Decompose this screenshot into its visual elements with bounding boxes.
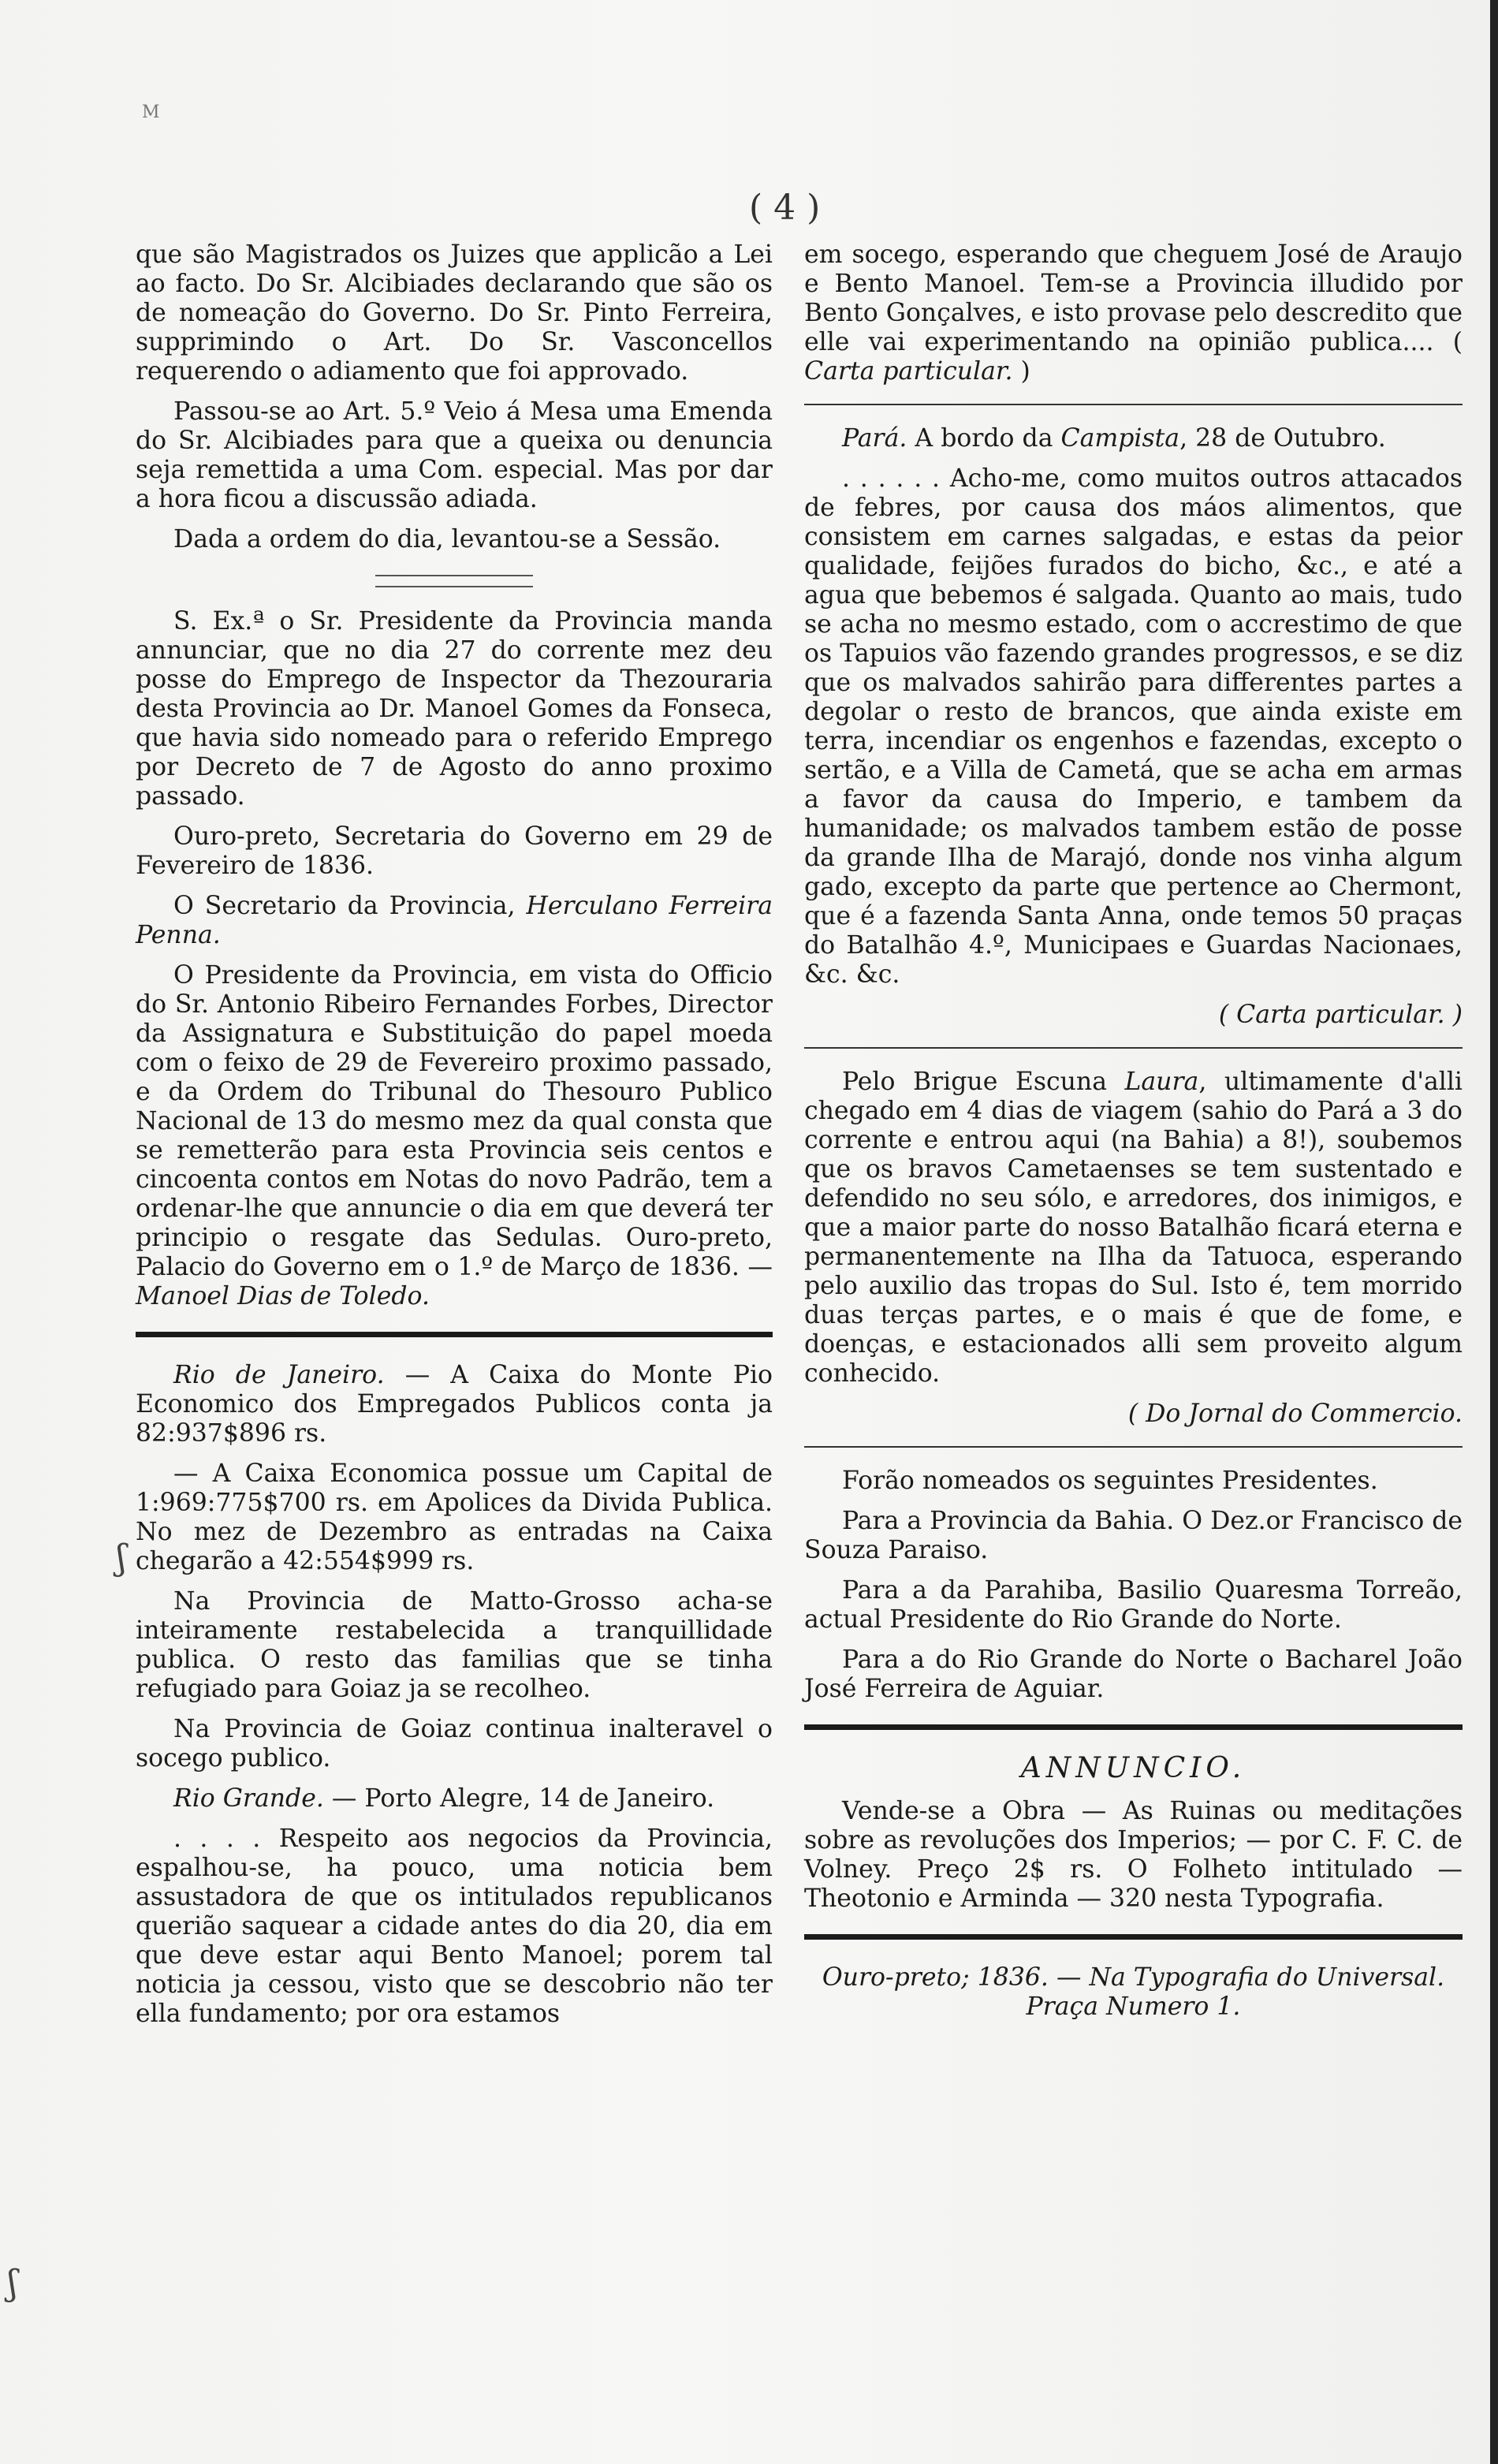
right-p1-source: Carta particular. [804, 357, 1013, 386]
ship-campista: Campista [1060, 424, 1180, 453]
right-paragraph-7: Para a da Parahiba, Basilio Quaresma Torreão, actual Presidente do Rio Grande do Norte. [804, 1576, 1463, 1634]
thin-divider-3 [804, 1446, 1463, 1448]
margin-mark-bottom-left: ʃ [8, 2263, 17, 2303]
place-rio-grande: Rio Grande. [173, 1784, 324, 1813]
right-p1-text: em socego, esperando que cheguem José de Araujo e Bento Manoel. Tem-se a Provincia illudido por Bento Gonçalves, e isto provase pelo descredito que elle vai experimentando na opinião publica.... ( [804, 240, 1463, 356]
president-notice: O Presidente da Provincia, em vista do Officio do Sr. Antonio Ribeiro Fernandes Forbes, Director da Assignatura e Substituição do papel moeda com o feixo de 29 de Fevereiro proximo passado, e da Ordem do Tribunal do Thesouro Publico Nacional de 13 do mesmo mez da qual consta que se remetterão para esta Provincia seis centos e cincoenta contos em Notas do novo Padrão, tem a ordenar-lhe que annuncie o dia em que deverá ter principio o resgate das Sedulas. Ouro-preto, Palacio do Governo em o 1.º de Março de 1836. — [136, 961, 773, 1281]
president-signature: Manoel Dias de Toledo. [136, 1282, 430, 1310]
left-paragraph-9: — A Caixa Economica possue um Capital de 1:969:775$700 rs. em Apolices da Divida Publica. No mez de Dezembro as entradas na Caixa chegarão a 42:554$999 rs. [136, 1459, 773, 1575]
right-paragraph-8: Para a do Rio Grande do Norte o Bacharel João José Ferreira de Aguiar. [804, 1646, 1463, 1703]
ornament-divider [136, 565, 773, 595]
right-p1-close: ) [1012, 357, 1030, 386]
right-p2-date: , 28 de Outubro. [1179, 424, 1386, 453]
imprint-footer: Ouro-preto; 1836. — Na Typografia do Universal. Praça Numero 1. [822, 1963, 1445, 2021]
rio-news-text: — A Caixa do Monte Pio Economico dos Empregados Publicos conta ja 82:937$896 rs. [136, 1361, 773, 1448]
left-paragraph-4: S. Ex.ª o Sr. Presidente da Provincia manda annunciar, que no dia 27 do corrente mez deu posse do Emprego de Inspector da Thezouraria desta Provincia ao Dr. Manoel Gomes da Fonseca, que havia sido nomeado para o referido Emprego por Decreto de 7 de Agosto do anno proximo passado. [136, 607, 773, 811]
annuncio-heading: ANNUNCIO. [1020, 1752, 1246, 1784]
left-paragraph-1: que são Magistrados os Juizes que applicão a Lei ao facto. Do Sr. Alcibiades declarando que são os de nomeação do Governo. Do Sr. Pinto Ferreira, supprimindo o Art. Do Sr. Vasconcellos requerendo o adiamento que foi approvado. [136, 240, 773, 386]
section-rule [136, 1332, 773, 1337]
left-paragraph-12 [136, 1784, 773, 1814]
footer-rule [804, 1934, 1463, 1940]
secretary-signature: Herculano Ferreira Penna. [136, 892, 773, 949]
annuncio-text: Vende-se a Obra — As Ruinas ou meditações sobre as revoluções dos Imperios; — por C. F. C. de Volney. Preço 2$ rs. O Folheto intitulado — Theotonio e Arminda — 320 nesta Typografia. [804, 1797, 1463, 1913]
page-number: ( 4 ) [749, 188, 821, 228]
rio-grande-dateline: — Porto Alegre, 14 de Janeiro. [323, 1784, 715, 1813]
place-para: Pará. [842, 424, 907, 453]
left-paragraph-11: Na Provincia de Goiaz continua inalteravel o socego publico. [136, 1715, 773, 1773]
left-paragraph-13: . . . . Respeito aos negocios da Provincia, espalhou-se, ha pouco, uma noticia bem assustadora de que os intitulados republicanos querião saquear a cidade antes do dia 20, dia em que deve estar aqui Bento Manoel; porem tal noticia ja cessou, visto que se descobrio não ter ella fundamento; por ora estamos [136, 1825, 773, 2028]
thin-divider-1 [804, 404, 1463, 405]
right-p4-text: , ultimamente d'alli chegado em 4 dias de viagem (sahio do Pará a 3 do corrente e entrou aqui (na Bahia) a 8!), soubemos que os bravos Cametaenses se tem sustentado e defendido no seu sólo, e arredores, dos inimigos, e que a maior parte do nosso Batalhão ficará eterna e permanentemente na Ilha da Tatuoca, esperando pelo auxilio das tropas do Sul. Isto é, tem morrido duas terças partes, e o mais é que de fome, e doenças, e estacionados alli sem proveito algum conhecido. [804, 1068, 1463, 1388]
section-rule-right [804, 1724, 1463, 1730]
right-paragraph-5: Forão nomeados os seguintes Presidentes. [842, 1467, 1378, 1495]
ship-laura: Laura [1124, 1068, 1199, 1096]
right-paragraph-3: . . . . . . Acho-me, como muitos outros attacados de febres, por causa dos máos alimentos, que consistem em carnes salgadas, e estas da peior qualidade, feijões furados do bicho, &c., e até a agua que bebemos é salgada. Quanto ao mais, tudo se acha no mesmo estado, com o accrestimo de que os Tapuios vão fazendo grandes progressos, e se diz que os malvados sahirão para differentes partes a degolar o resto de brancos, que ainda existe em terra, incendiar os engenhos e fazendas, excepto o sertão, e a Villa de Cametá, que se acha em armas a favor da causa do Imperio, e tambem da humanidade; os malvados tambem estão de posse da grande Ilha de Marajó, donde nos vinha algum gado, excepto da parte que pertence ao Chermont, que é a fazenda Santa Anna, onde temos 50 praças do Batalhão 4.º, Municipaes e Guardas Nacionaes, &c. &c. [804, 464, 1463, 989]
right-paragraph-6: Para a Provincia da Bahia. O Dez.or Francisco de Souza Paraiso. [804, 1507, 1463, 1564]
left-paragraph-5: Ouro-preto, Secretaria do Governo em 29 de Fevereiro de 1836. [136, 822, 773, 880]
left-column [136, 240, 773, 2040]
right-paragraph-2 [804, 424, 1463, 453]
left-paragraph-7 [136, 961, 773, 1311]
right-p3-source: ( Carta particular. ) [1218, 1001, 1463, 1029]
margin-mark-left: ʃ [117, 1538, 126, 1578]
thin-divider-2 [804, 1047, 1463, 1049]
right-p2-text: A bordo da [907, 424, 1061, 453]
right-p4-source: ( Do Jornal do Commercio. [1127, 1400, 1463, 1428]
right-column [804, 240, 1463, 2022]
right-p4-lead: Pelo Brigue Escuna [842, 1068, 1125, 1096]
left-paragraph-8 [136, 1361, 773, 1448]
left-paragraph-2: Passou-se ao Art. 5.º Veio á Mesa uma Emenda do Sr. Alcibiades para que a queixa ou denuncia seja remettida a uma Com. especial. Mas por dar a hora ficou a discussão adiada. [136, 397, 773, 513]
left-paragraph-10: Na Provincia de Matto-Grosso acha-se inteiramente restabelecida a tranquillidade publica. O resto das familias que se tinha refugiado para Goiaz ja se recolheo. [136, 1587, 773, 1703]
secretary-title: O Secretario da Provincia, [173, 892, 527, 920]
page-edge-shadow [1490, 0, 1498, 2464]
right-paragraph-4 [804, 1068, 1463, 1389]
corner-mark: M [142, 103, 160, 122]
place-rio-de-janeiro: Rio de Janeiro. [173, 1361, 385, 1389]
right-paragraph-1 [804, 240, 1463, 386]
left-paragraph-6 [136, 892, 773, 950]
left-paragraph-3: Dada a ordem do dia, levantou-se a Sessão. [173, 525, 721, 554]
